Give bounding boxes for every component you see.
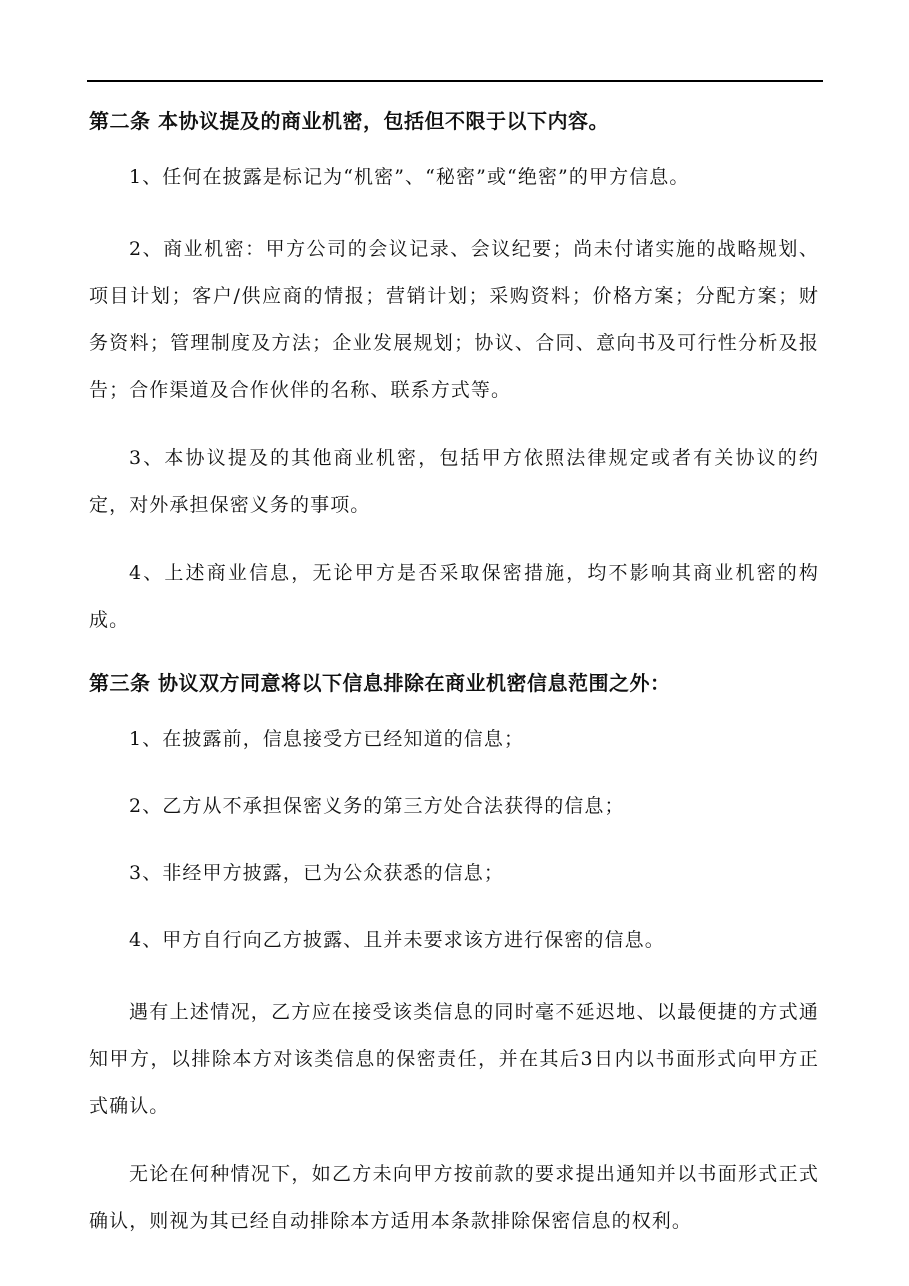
article-3-item-1: 1、在披露前，信息接受方已经知道的信息； <box>129 728 525 750</box>
article-2-heading: 第二条 本协议提及的商业机密，包括但不限于以下内容。 <box>89 109 609 133</box>
article-3-heading: 第三条 协议双方同意将以下信息排除在商业机密信息范围之外： <box>89 671 671 695</box>
article-3-item-4: 4、甲方自行向乙方披露、且并未要求该方进行保密的信息。 <box>129 929 665 951</box>
header-rule <box>87 80 823 82</box>
article-2-item-1: 1、任何在披露是标记为“机密”、“秘密”或“绝密”的甲方信息。 <box>129 166 690 188</box>
article-3-paragraph-2: 无论在何种情况下，如乙方未向甲方按前款的要求提出通知并以书面形式正式确认，则视为其已经自动排除本方适用本条款排除保密信息的权利。 <box>89 1163 819 1232</box>
article-2-item-3: 3、本协议提及的其他商业机密，包括甲方依照法律规定或者有关协议的约定，对外承担保密义务的事项。 <box>89 447 819 516</box>
article-2-item-4: 4、上述商业信息，无论甲方是否采取保密措施，均不影响其商业机密的构成。 <box>89 562 819 631</box>
article-3-item-2: 2、乙方从不承担保密义务的第三方处合法获得的信息； <box>129 795 625 817</box>
article-3-item-3: 3、非经甲方披露，已为公众获悉的信息； <box>129 862 504 884</box>
article-3-paragraph-1: 遇有上述情况，乙方应在接受该类信息的同时毫不延迟地、以最便捷的方式通知甲方，以排除本方对该类信息的保密责任，并在其后3日内以书面形式向甲方正式确认。 <box>89 1001 819 1117</box>
article-2-item-2: 2、商业机密：甲方公司的会议记录、会议纪要；尚未付诸实施的战略规划、项目计划；客户/供应商的情报；营销计划；采购资料；价格方案；分配方案；财务资料；管理制度及方法；企业发展规划；协议、合同、意向书及可行性分析及报告；合作渠道及合作伙伴的名称、联系方式等。 <box>89 238 819 401</box>
document-body <box>89 103 819 1266</box>
